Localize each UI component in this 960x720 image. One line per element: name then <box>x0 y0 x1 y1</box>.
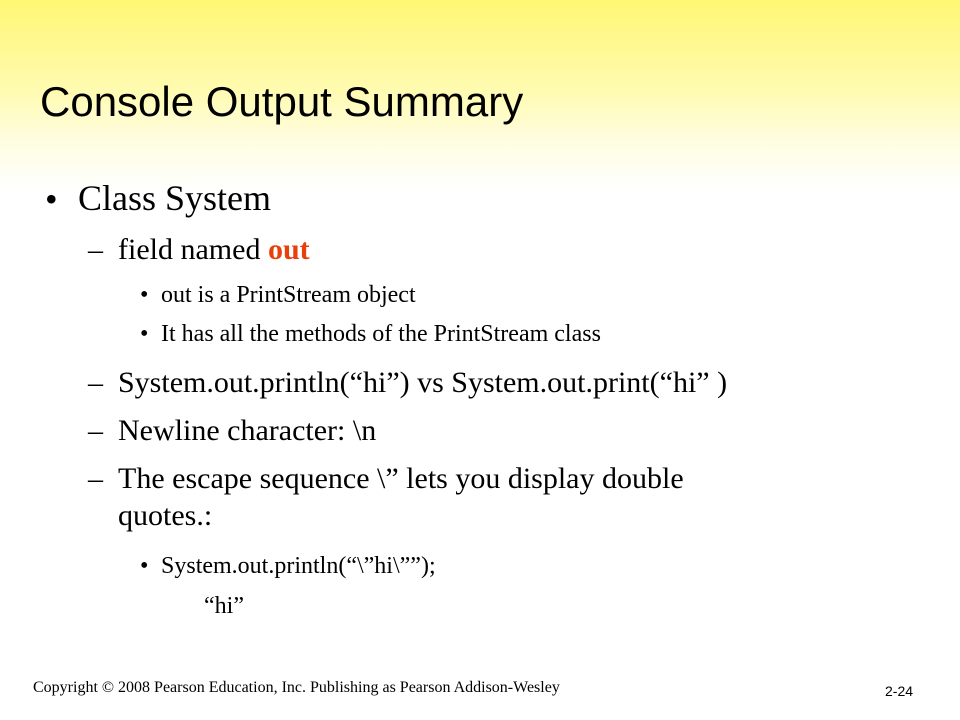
dash-marker: – <box>88 414 103 447</box>
bullet-marker: • <box>45 179 58 219</box>
bullet-marker: • <box>140 282 149 308</box>
copyright-footer: Copyright © 2008 Pearson Education, Inc. Publishing as Pearson Addison-Wesley <box>33 679 560 696</box>
highlight-out: out <box>267 233 310 266</box>
slide-title: Console Output Summary <box>40 78 524 125</box>
dash-marker: – <box>88 233 103 266</box>
bullet-println-example: System.out.println(“\”hi\””); <box>161 553 436 579</box>
bullet-class-system: Class System <box>78 178 272 218</box>
dash-marker: – <box>88 462 103 495</box>
bullet-marker: • <box>140 553 149 579</box>
bullet-field-named-out <box>118 235 310 265</box>
slide-number: 2-24 <box>885 683 914 699</box>
dash-marker: – <box>88 366 103 399</box>
field-named-text: field named <box>118 233 268 266</box>
bullet-escape-sequence: The escape sequence \” lets you display double <box>118 462 684 495</box>
bullet-newline: Newline character: \n <box>118 414 377 447</box>
bullet-escape-sequence-cont: quotes.: <box>118 499 213 532</box>
bullet-printstream-object: out is a PrintStream object <box>161 282 416 308</box>
bullet-all-methods: It has all the methods of the PrintStream class <box>161 321 601 347</box>
bullet-marker: • <box>140 321 149 347</box>
example-output: “hi” <box>204 593 244 619</box>
bullet-println-vs-print: System.out.println(“hi”) vs System.out.print(“hi” ) <box>118 366 728 399</box>
